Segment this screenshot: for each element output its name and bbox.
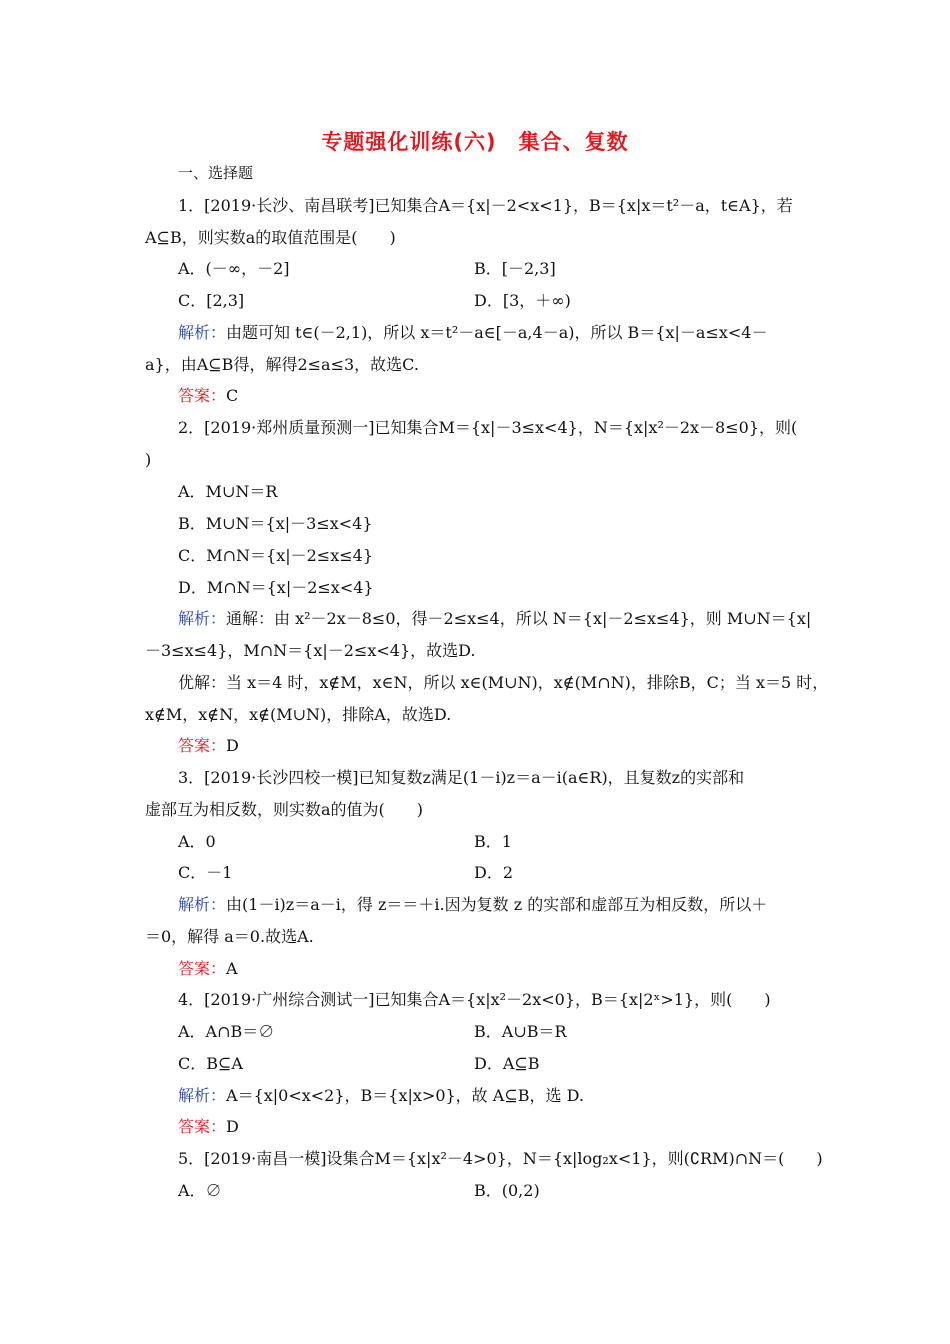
q1-option-c: C．[2,3]: [178, 291, 245, 310]
q2-explanation-line2: －3≤x≤4}，M∩N＝{x|－2≤x<4}，故选D.: [145, 641, 476, 660]
q3-answer: 答案：A: [178, 959, 238, 978]
answer-label: 答案：: [178, 959, 227, 978]
q1-explanation-line1: 解析：由题可知 t∈(－2,1)，所以 x＝t²－a∈[－a,4－a)，所以 B＝{x|－a≤x<4－: [178, 323, 768, 342]
q3-option-a: A．0: [178, 832, 216, 851]
q2-option-d: D．M∩N＝{x|－2≤x<4}: [178, 578, 374, 597]
q4-answer: 答案：D: [178, 1117, 239, 1136]
q5-option-a: A．∅: [178, 1181, 222, 1200]
explanation-label: 解析：: [178, 1086, 227, 1105]
q5-option-b: B．(0,2): [474, 1181, 540, 1200]
q2-explanation-line1: 解析：通解：由 x²－2x－8≤0，得－2≤x≤4，所以 N＝{x|－2≤x≤4}，则 M∪N＝{x|: [178, 609, 812, 628]
q3-stem-line2: 虚部互为相反数，则实数a的值为( ): [145, 800, 424, 819]
q1-stem-line2: A⊆B，则实数a的取值范围是( ): [145, 228, 396, 247]
q4-option-c: C．B⊆A: [178, 1054, 243, 1073]
answer-label: 答案：: [178, 386, 227, 405]
q3-stem-line1: 3．[2019·长沙四校一模]已知复数z满足(1－i)z＝a－i(a∈R)，且复数z的实部和: [178, 768, 745, 787]
answer-label: 答案：: [178, 736, 227, 755]
q1-option-d: D．[3，＋∞): [474, 291, 571, 310]
q1-explanation-line2: a}，由A⊆B得，解得2≤a≤3，故选C.: [145, 355, 419, 374]
q3-option-d: D．2: [474, 863, 514, 882]
q1-option-a: A．(－∞，－2]: [178, 259, 290, 278]
answer-label: 答案：: [178, 1117, 227, 1136]
q2-alt-solution-line1: 优解：当 x＝4 时，x∉M，x∈N，所以 x∈(M∪N)，x∉(M∩N)，排除B，C；当 x＝5 时，: [178, 673, 829, 692]
q4-explanation-line1: 解析：A＝{x|0<x<2}，B＝{x|x>0}，故 A⊆B，选 D.: [178, 1086, 584, 1105]
q2-option-a: A．M∪N＝R: [178, 482, 278, 501]
alt-solution-label: 优解：: [178, 673, 227, 692]
q1-option-b: B．[－2,3]: [474, 259, 556, 278]
q2-option-b: B．M∪N＝{x|－3≤x<4}: [178, 514, 373, 533]
explanation-label: 解析：: [178, 895, 227, 914]
q2-alt-solution-line2: x∉M，x∉N，x∉(M∪N)，排除A，故选D.: [145, 705, 452, 724]
q4-option-b: B．A∪B＝R: [474, 1022, 567, 1041]
page-title: 专题强化训练(六) 集合、复数: [321, 130, 629, 154]
q1-stem-line1: 1．[2019·长沙、南昌联考]已知集合A＝{x|－2<x<1}，B＝{x|x＝t²－a，t∈A}，若: [178, 196, 793, 215]
q2-answer: 答案：D: [178, 736, 239, 755]
q3-option-c: C．－1: [178, 863, 233, 882]
q5-stem-line1: 5．[2019·南昌一模]设集合M＝{x|x²－4>0}，N＝{x|log₂x<1}，则(∁RM)∩N＝( ): [178, 1149, 823, 1168]
q3-explanation-line2: ＝0，解得 a＝0.故选A.: [145, 927, 314, 946]
explanation-label: 解析：: [178, 323, 227, 342]
q4-option-a: A．A∩B＝∅: [178, 1022, 275, 1041]
section-heading: 一、选择题: [178, 164, 254, 182]
q3-explanation-line1: 解析：由(1－i)z＝a－i，得 z＝＝＋i.因为复数 z 的实部和虚部互为相反数，所以＋: [178, 895, 768, 914]
q4-option-d: D．A⊆B: [474, 1054, 540, 1073]
q2-option-c: C．M∩N＝{x|－2≤x≤4}: [178, 546, 374, 565]
q4-stem-line1: 4．[2019·广州综合测试一]已知集合A＝{x|x²－2x<0}，B＝{x|2ˣ>1}，则( ): [178, 990, 771, 1009]
q2-stem-line1: 2．[2019·郑州质量预测一]已知集合M＝{x|－3≤x<4}，N＝{x|x²－2x－8≤0}，则(: [178, 418, 798, 437]
explanation-label: 解析：: [178, 609, 227, 628]
q1-answer: 答案：C: [178, 386, 239, 405]
q3-option-b: B．1: [474, 832, 512, 851]
q2-stem-line2: ): [145, 450, 152, 469]
